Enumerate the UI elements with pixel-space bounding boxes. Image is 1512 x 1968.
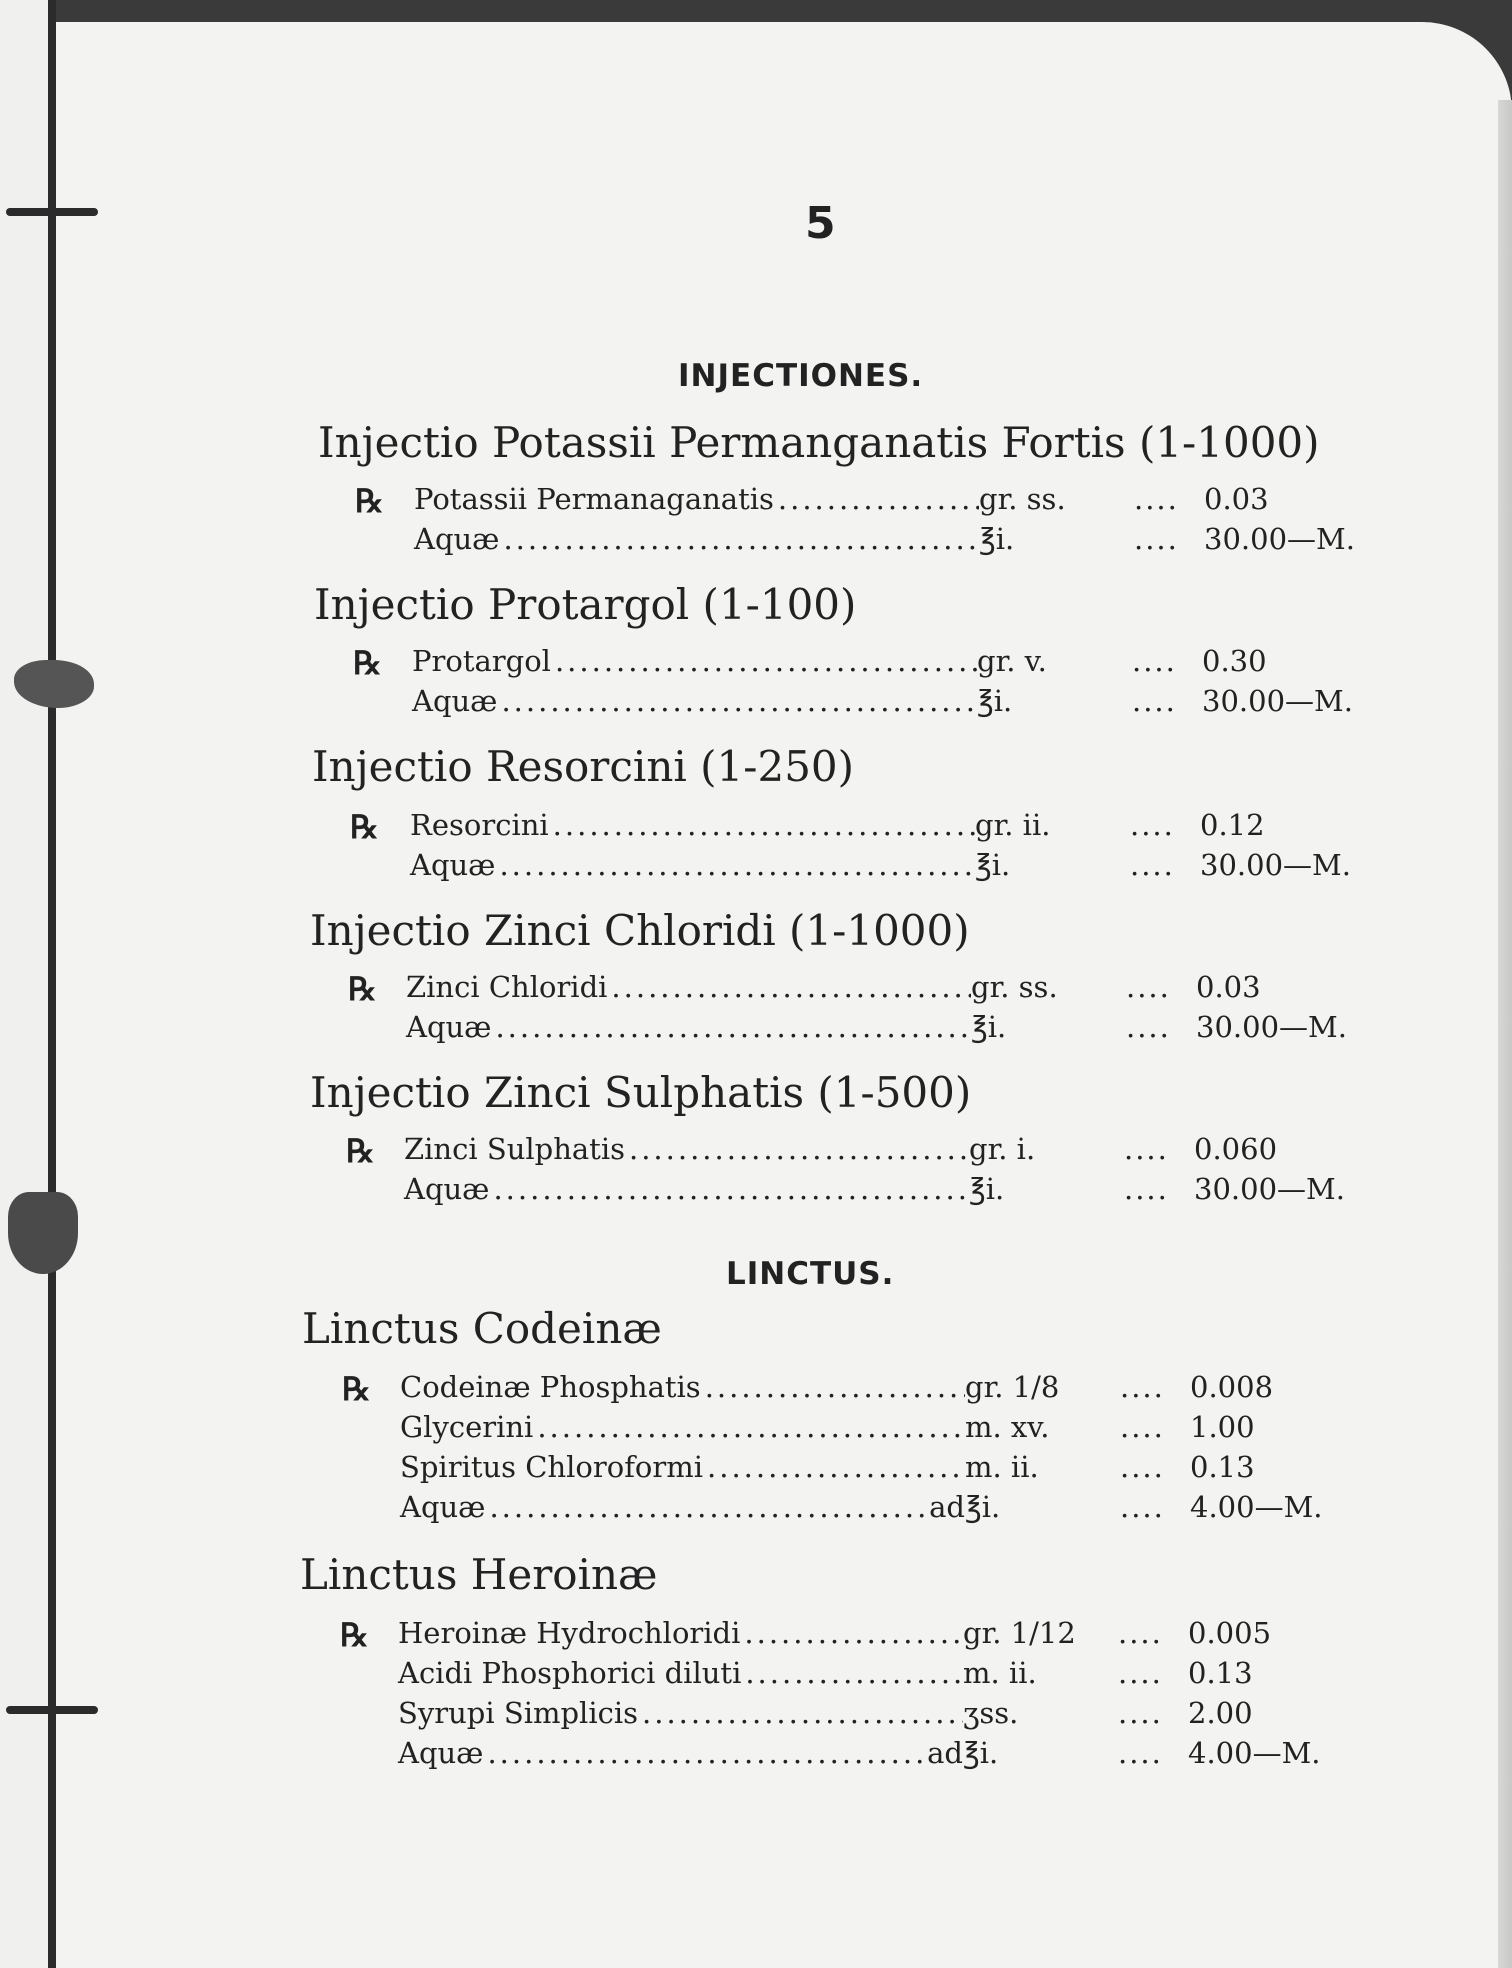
ingredient-line: Aquæ ..... ad ℥i. .... 4.00—M. [400, 1490, 1390, 1524]
ingredient-line: Spiritus Chloroformi ..... m. ii. .... 0.13 [400, 1450, 1390, 1484]
entry-title: Linctus Heroinæ [300, 1550, 658, 1599]
page-edge-right [1498, 100, 1512, 1968]
section-heading-linctus: LINCTUS. [726, 1256, 895, 1292]
ingredient-line: Resorcini ..... gr. ii. .... 0.12 [410, 808, 1400, 842]
entry-title: Injectio Zinci Sulphatis (1-500) [310, 1068, 972, 1117]
rx-symbol: ℞ [340, 1616, 369, 1654]
binding-spine [48, 0, 56, 1968]
page-edge-left [0, 0, 50, 1968]
ingredient-line: Aquæ ..... ℥i. .... 30.00—M. [414, 522, 1404, 556]
rx-symbol: ℞ [342, 1370, 371, 1408]
ingredient-line: Protargol ..... gr. v. .... 0.30 [412, 644, 1402, 678]
ingredient-line: Codeinæ Phosphatis ..... gr. 1/8 .... 0.008 [400, 1370, 1390, 1404]
rx-symbol: ℞ [346, 1132, 375, 1170]
page-number: 5 [805, 198, 836, 249]
entry-title: Injectio Resorcini (1-250) [312, 742, 855, 791]
rx-symbol: ℞ [348, 970, 377, 1008]
ingredient-line: Heroinæ Hydrochloridi ..... gr. 1/12 .... 0.005 [398, 1616, 1388, 1650]
ingredient-line: Potassii Permanaganatis ..... gr. ss. .... 0.03 [414, 482, 1404, 516]
section-heading-injectiones: INJECTIONES. [678, 358, 924, 394]
entry-title: Injectio Zinci Chloridi (1-1000) [310, 906, 970, 955]
entry-title: Linctus Codeinæ [302, 1304, 662, 1353]
binding-clip-bottom [6, 1706, 98, 1714]
rx-symbol: ℞ [353, 644, 382, 682]
ingredient-line: Zinci Chloridi ..... gr. ss. .... 0.03 [406, 970, 1396, 1004]
ingredient-line: Aquæ ..... ℥i. .... 30.00—M. [412, 684, 1402, 718]
ingredient-line: Acidi Phosphorici diluti ..... m. ii. .... 0.13 [398, 1656, 1388, 1690]
binding-clip-lower [8, 1192, 78, 1274]
ingredient-line: Aquæ ..... ℥i. .... 30.00—M. [404, 1172, 1394, 1206]
ingredient-line: Syrupi Simplicis ..... ʒss. .... 2.00 [398, 1696, 1388, 1730]
rx-symbol: ℞ [355, 482, 384, 520]
rx-symbol: ℞ [350, 808, 379, 846]
ingredient-line: Aquæ ..... ℥i. .... 30.00—M. [406, 1010, 1396, 1044]
entry-title: Injectio Protargol (1-100) [314, 580, 857, 629]
ingredient-line: Glycerini ..... m. xv. .... 1.00 [400, 1410, 1390, 1444]
ingredient-line: Zinci Sulphatis ..... gr. i. .... 0.060 [404, 1132, 1394, 1166]
entry-title: Injectio Potassii Permanganatis Fortis (1-1000) [318, 418, 1320, 467]
ingredient-line: Aquæ ..... ad ℥i. .... 4.00—M. [398, 1736, 1388, 1770]
ingredient-line: Aquæ ..... ℥i. .... 30.00—M. [410, 848, 1400, 882]
binding-clip-top [6, 208, 98, 216]
